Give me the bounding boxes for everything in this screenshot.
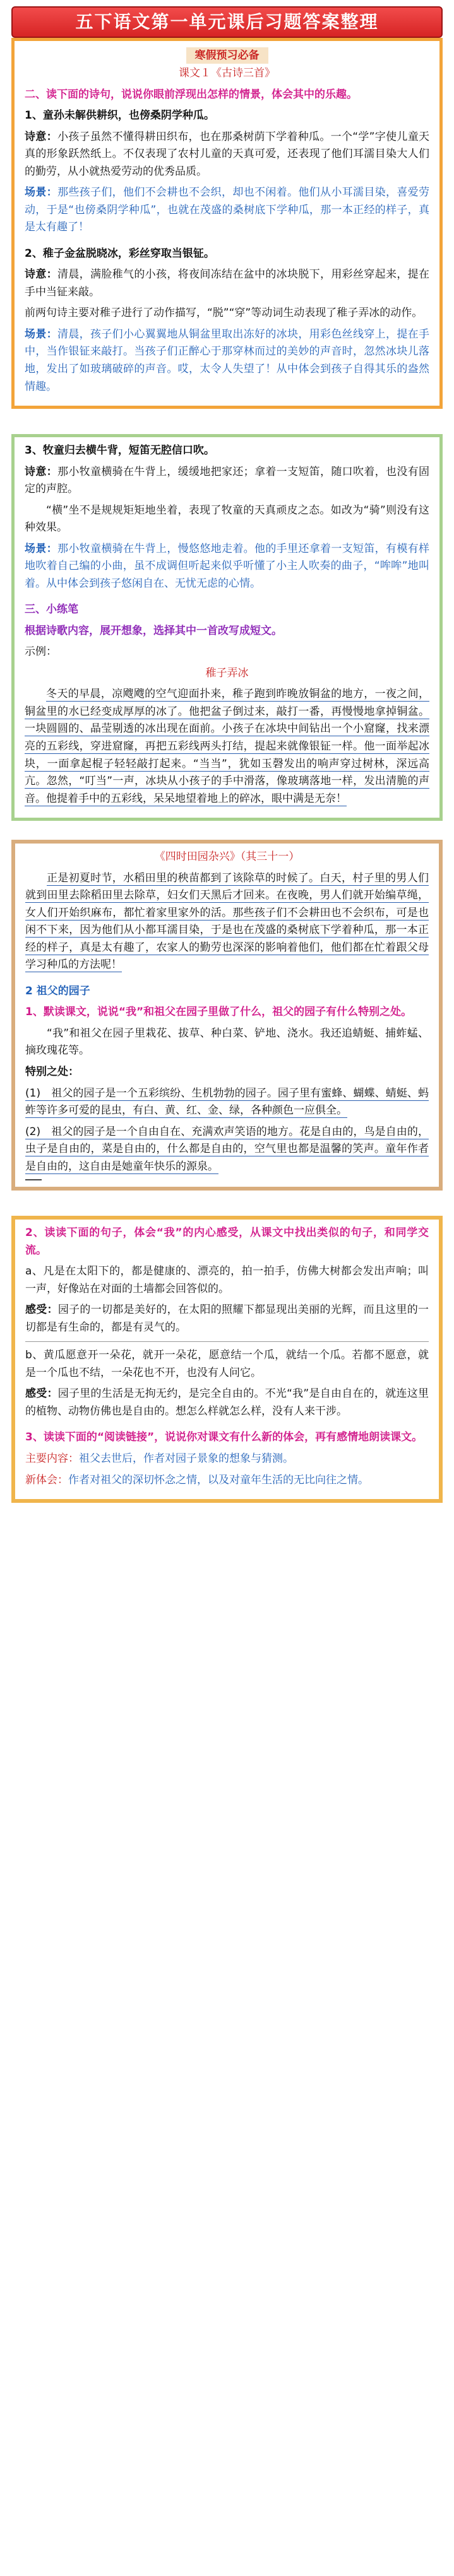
verse-3-meaning <box>25 464 429 498</box>
new-insight-label: 新体会： <box>25 1473 68 1486</box>
feeling-a <box>25 1302 429 1336</box>
question-3: 3、读读下面的“阅读链接”，说说你对课文有什么新的体会，再有感情地朗读课文。 <box>25 1431 423 1444</box>
card-garden-lesson <box>11 840 443 1191</box>
meaning-label: 诗意： <box>25 268 57 281</box>
special-label: 特别之处： <box>25 1065 79 1078</box>
feeling-label: 感受： <box>25 1303 58 1317</box>
special-point-1: (1) 祖父的园子是一个五彩缤纷、生机勃勃的园子。园子里有蜜蜂、蝴蝶、蜻蜓、蚂蚱等许多可爱的昆虫，有白、黄、红、金、绿，各种颜色一应俱全。 <box>25 1086 429 1117</box>
verse-2-analysis: 前两句诗主要对稚子进行了动作描写，“脱”“穿”等动词生动表现了稚子弄冰的动作。 <box>25 307 423 320</box>
meaning-text: 小孩子虽然不懂得耕田织布，也在那桑树荫下学着种瓜。一个“学”字使儿童天真的形象跃然纸上。不仅表现了农村儿童的天真可爱，还表现了他们耳濡目染大人们的勤劳，从小就热爱劳动的优秀品质。 <box>25 130 430 178</box>
lesson-title: 课文１《古诗三首》 <box>179 67 275 79</box>
scene-text: 清晨，孩子们小心翼翼地从铜盆里取出冻好的冰块，用彩色丝线穿上，提在手中，当作银钲来敲打。当孩子们正醉心于那穿林而过的美妙的声音时，忽然冰块儿落地，发出了如玻璃破碎的声音。哎，太令人失望了！从中体会到孩子自得其乐的盎然情趣。 <box>25 327 429 393</box>
essay-title: 稚子弄冰 <box>205 666 249 679</box>
answer-1: “我”和祖父在园子里栽花、拔草、种白菜、铲地、浇水。我还追蜻蜓、捕蚱蜢、摘玫瑰花等。 <box>25 1026 429 1057</box>
feeling-b <box>25 1385 429 1420</box>
special-point-2: (2) 祖父的园子是一个自由自在、充满欢声笑语的地方。花是自由的，鸟是自由的，虫子是自由的，菜是自由的，什么都是自由的，空气里也都是温馨的笑声。童年作者是自由的，这自由是她童年快乐的源泉。 <box>25 1125 429 1173</box>
verse-2-scene <box>25 326 429 396</box>
question-2: 2、读读下面的句子，体会“我”的内心感受，从课文中找出类似的句子，和同学交流。 <box>25 1226 429 1257</box>
writing-prompt: 根据诗歌内容，展开想象，选择其中一首改写成短文。 <box>25 624 282 637</box>
verse-1-meaning <box>25 129 429 181</box>
sentence-b: b、黄瓜愿意开一朵花，就开一朵花，愿意结一个瓜，就结一个瓜。若都不愿意，就是一个瓜也不结，一朵花也不开，也没有人问它。 <box>25 1349 429 1379</box>
verse-2-meaning <box>25 266 429 301</box>
divider <box>25 1341 429 1342</box>
essay-body: 冬天的早晨，凉飕飕的空气迎面扑来，稚子跑到昨晚放铜盆的地方，一夜之间，铜盆里的水已经变成厚厚的冰了。他把盆子倒过来，敲打一番，再慢慢地拿掉铜盆。一块圆圆的、晶莹剔透的冰出现在面前。小孩子在冰块中间钻出一个小窟窿，找来漂亮的五彩线，穿进窟窿，再把五彩线两头打结，提起来就像银钲一样。他一面举起冰块，一面拿起棍子轻轻敲打起来。“当当”，犹如玉磬发出的响声穿过树林，深远高亢。忽然，“叮当”一声，冰块从小孩子的手中滑落，像玻璃落地一样，发出清脆的声音。他提着手中的五彩线，呆呆地望着地上的碎冰，眼中满是无奈！ <box>25 688 429 805</box>
section-3-heading: 三、小练笔 <box>25 603 78 616</box>
meaning-label: 诗意： <box>25 130 57 143</box>
scene-label: 场景： <box>25 186 57 199</box>
end-mark <box>25 1179 42 1180</box>
scene-text: 那小牧童横骑在牛背上，慢悠悠地走着。他的手里还拿着一支短笛，有模有样地吹着自己编的小曲，虽不成调但听起来似乎听懂了小主人吹奏的曲子，“哞哞”地叫着。从中体会到孩子悠闲自在、无忧无虑的心情。 <box>25 542 429 590</box>
main-content-text: 祖父去世后，作者对园子景象的想象与猜测。 <box>79 1452 294 1465</box>
feeling-text: 园子的一切都是美好的，在太阳的照耀下都显现出美丽的光辉，而且这里的一切都是有生命的，都是有灵气的。 <box>25 1303 429 1334</box>
feeling-text: 园子里的生活是无拘无约，是完全自由的。不光“我”是自由自在的，就连这里的植物、动物仿佛也是自由的。想怎么样就怎么样，没有人来干涉。 <box>25 1387 429 1418</box>
verse-1-heading: 1、童孙未解供耕织，也傍桑阴学种瓜。 <box>25 109 215 122</box>
poem-essay: 正是初夏时节，水稻田里的秧苗都到了该除草的时候了。白天，村子里的男人们就到田里去除稻田里去除草，妇女们天黑后才回来。在夜晚，男人们就开始编草绳，女人们开始织麻布，都忙着家里家外的活。那些孩子们不会耕田也不会织布，可是也闲不下来，因为他们从小都耳濡目染，于是也在茂盛的桑树底下学着种瓜，那一本正经的样子，真是太有趣了，农家人的勤劳也深深的影响着他们，他们都在忙着跟父母学习种瓜的方法呢！ <box>25 871 429 972</box>
page-banner: 五下语文第一单元课后习题答案整理 <box>11 6 443 38</box>
new-insight <box>25 1472 429 1490</box>
meaning-text: 清晨，满脸稚气的小孩，将夜间冻结在盆中的冰块脱下，用彩丝穿起来，提在手中当钲来敲。 <box>25 268 429 298</box>
sentence-a: a、凡是在太阳下的，都是健康的、漂亮的，拍一拍手，仿佛大树都会发出声响；叫一声，好像站在对面的土墙都会回答似的。 <box>25 1265 429 1295</box>
verse-3-scene <box>25 541 429 593</box>
feeling-label: 感受： <box>25 1387 58 1401</box>
lesson-2-question-1: 1、默读课文，说说“我”和祖父在园子里做了什么，祖父的园子有什么特别之处。 <box>25 1006 412 1019</box>
scene-text: 那些孩子们，他们不会耕也不会织，却也不闲着。他们从小耳濡目染，喜爱劳动，于是“也傍桑阴学种瓜”，也就在茂盛的桑树底下学种瓜，那一本正经的样子，真是太有趣了！ <box>25 186 429 234</box>
verse-2-heading: 2、稚子金盆脱晓冰，彩丝穿取当银钲。 <box>25 247 215 260</box>
verse-3-heading: 3、牧童归去横牛背，短笛无腔信口吹。 <box>25 444 215 457</box>
card-garden-questions <box>11 1216 443 1503</box>
lesson-2-title: 2 祖父的园子 <box>25 984 90 997</box>
card-poems-part2 <box>11 434 443 821</box>
scene-label: 场景： <box>25 327 57 341</box>
verse-3-note: “横”坐不是规规矩矩地坐着，表现了牧童的天真顽皮之态。如改为“骑”则没有这种效果。 <box>25 503 429 534</box>
preview-tag: 寒假预习必备 <box>186 47 268 64</box>
example-label: 示例： <box>25 645 57 659</box>
card-poems-part1 <box>11 38 443 409</box>
scene-label: 场景： <box>25 542 57 555</box>
main-content-label: 主要内容： <box>25 1452 79 1465</box>
main-content <box>25 1450 429 1468</box>
page <box>0 6 454 2576</box>
meaning-label: 诗意： <box>25 465 57 478</box>
poem-title: 《四时田园杂兴》（其三十一） <box>154 850 300 864</box>
new-insight-text: 作者对祖父的深切怀念之情，以及对童年生活的无比向往之情。 <box>68 1473 369 1486</box>
question-2: 二、读下面的诗句，说说你眼前浮现出怎样的情景，体会其中的乐趣。 <box>25 88 357 101</box>
meaning-text: 那小牧童横骑在牛背上，缓缓地把家还；拿着一支短笛，随口吹着，也没有固定的声腔。 <box>25 465 429 496</box>
verse-1-scene <box>25 184 429 237</box>
